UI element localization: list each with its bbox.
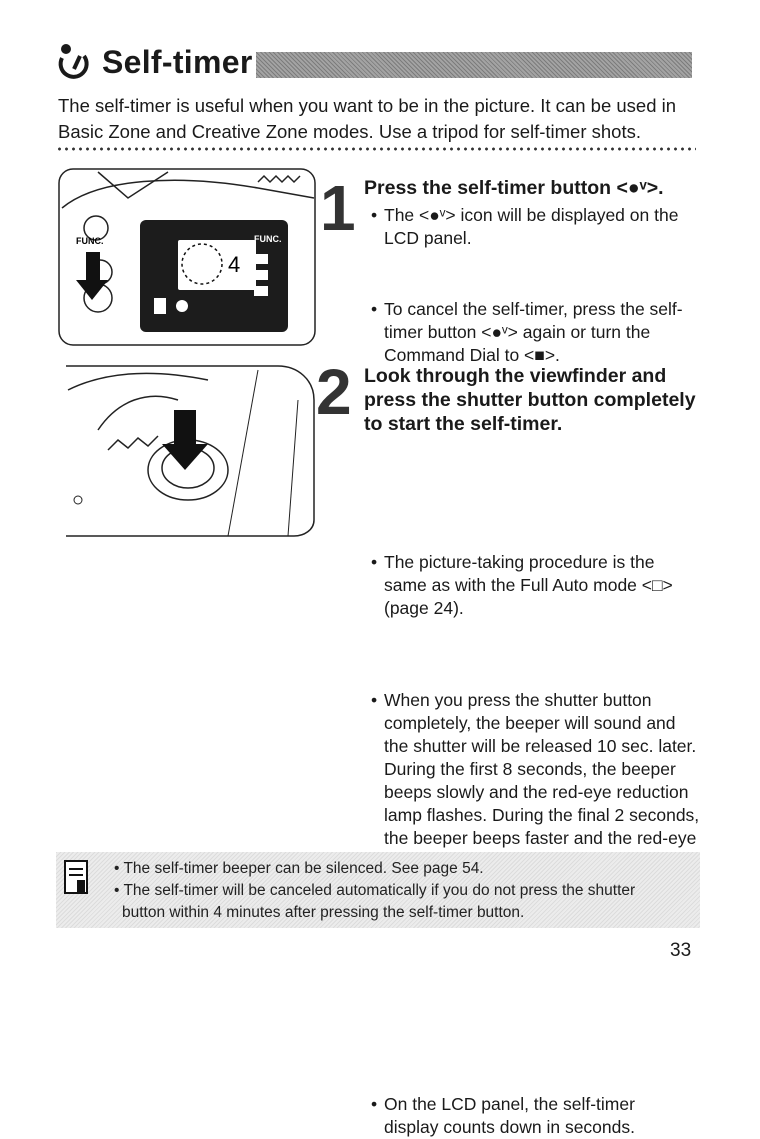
title-rule xyxy=(256,52,692,78)
step-title: Press the self-timer button <●ᵛ>. xyxy=(364,177,664,199)
step-number: 2 xyxy=(316,356,352,428)
step-title: Look through the viewfinder and press the shutter button completely to start the self-timer. xyxy=(364,365,696,435)
bullet-item xyxy=(371,551,694,620)
step2-camera-illustration xyxy=(58,360,316,538)
step1-camera-illustration xyxy=(58,168,316,346)
bullet-text: When you press the shutter button completely, the beeper will sound and the shutter will be released 10 sec. later. During the first 8 seconds, the beeper beeps slowly and the red-eye reduction lamp flashes. During the final 2 seconds, the beeper beeps faster and the red-eye xyxy=(384,690,700,848)
note-line: button within 4 minutes after pressing the self-timer button. xyxy=(122,904,525,921)
bullet-text: To cancel the self-timer, press the self-timer button <●ᵛ> again or turn the Command Dial to <■>. xyxy=(384,299,683,365)
bullet-item xyxy=(371,1093,694,1139)
bullet-text: On the LCD panel, the self-timer display counts down in seconds. xyxy=(384,1094,635,1137)
dotted-divider xyxy=(56,146,696,152)
bullet-text: The picture-taking procedure is the same as with the Full Auto mode <□> (page 24). xyxy=(384,552,673,618)
note-icon xyxy=(64,860,88,894)
page-number: 33 xyxy=(670,940,692,961)
page-title: Self-timer xyxy=(102,44,253,80)
bullet-dot: • xyxy=(371,690,378,710)
note-line: • The self-timer beeper can be silenced. See page 54. xyxy=(114,860,484,877)
bullet-dot: • xyxy=(371,205,378,225)
step-number: 1 xyxy=(320,172,356,244)
bullet-dot: • xyxy=(371,1094,378,1114)
bullet-dot: • xyxy=(371,299,378,319)
bullet-item xyxy=(371,298,694,367)
lcd-digits: 4 xyxy=(228,252,241,277)
intro-paragraph: The self-timer is useful when you want to be in the picture. It can be used in Basic Zone and Creative Zone modes. Use a tripod for self-timer shots. xyxy=(58,95,677,142)
self-timer-icon xyxy=(54,42,98,80)
func-label-left: FUNC. xyxy=(76,236,104,246)
bullet-text: The <●ᵛ> icon will be displayed on the LCD panel. xyxy=(384,205,679,248)
func-label-right: FUNC. xyxy=(254,234,282,244)
bullet-item xyxy=(371,204,694,250)
bullet-item xyxy=(371,689,702,873)
bullet-dot: • xyxy=(371,552,378,572)
note-line: • The self-timer will be canceled automatically if you do not press the shutter xyxy=(114,882,636,899)
